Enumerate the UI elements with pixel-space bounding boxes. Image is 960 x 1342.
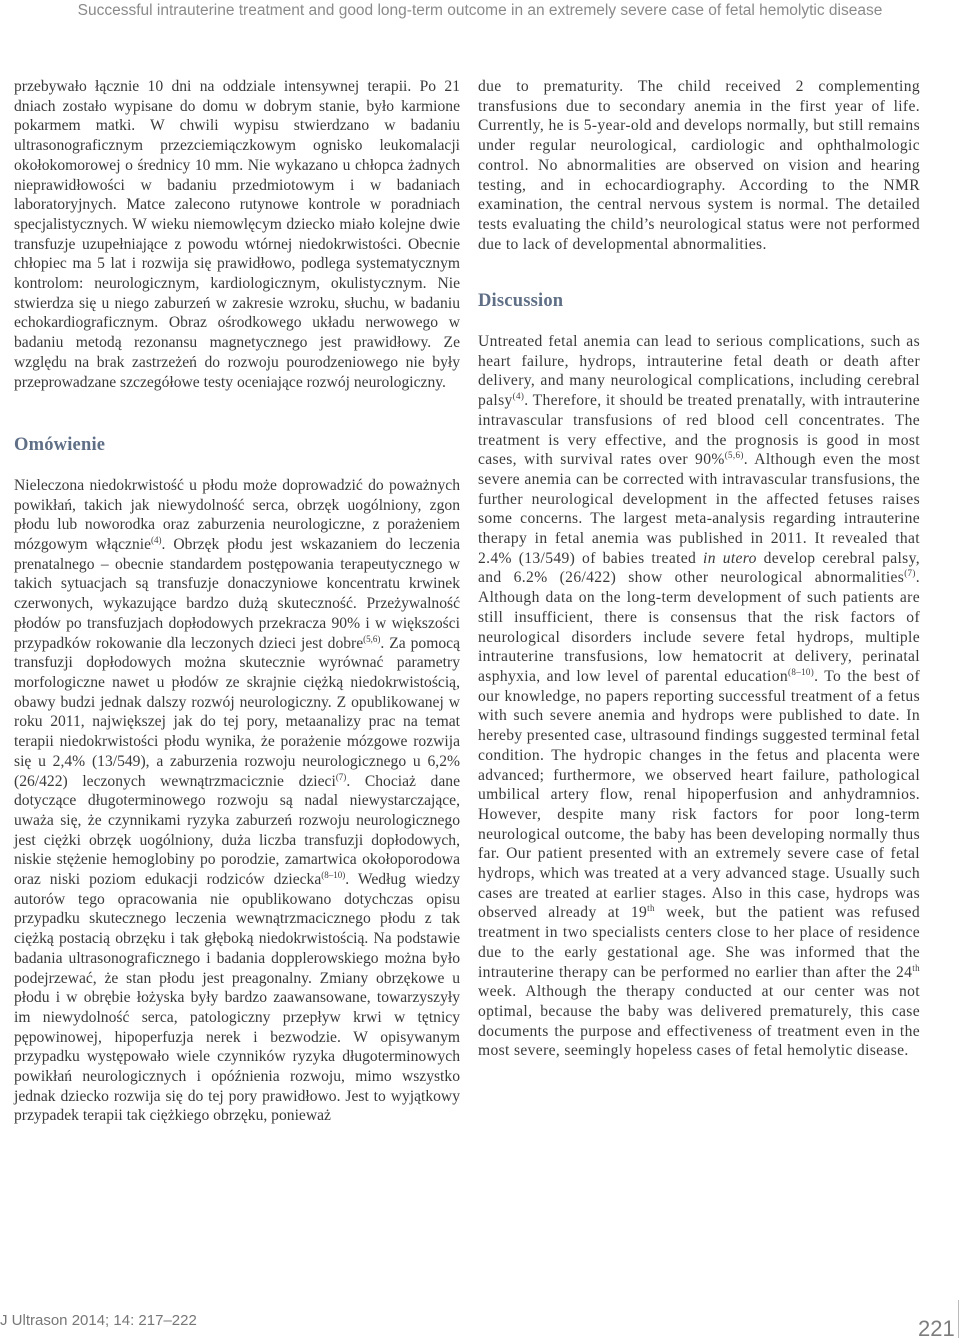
text-run: Untreated fetal anemia can lead to serious complications, such as heart failure, hydrops, intrauterine fetal death or death after delivery, and many neurological complications, including cerebral palsy bbox=[478, 333, 920, 410]
text-run: develop cerebral palsy, and 6.2% (26/422) show other neurological abnormalities bbox=[478, 549, 920, 587]
left-column-polish bbox=[14, 77, 460, 1126]
text-run: . Obrzęk płodu jest wskazaniem do leczenia prenatalnego – obecnie standardem postępowania terapeutycznego w takich sytuacjach są transfuzje donaczyniowe koncentratu krwinek czerwonych, wykazujące bardzo dużą skuteczność. Przeżywalność płodów po transfuzjach dopłodowych przekracza 90% i w większości przypadków rokowanie dla leczonych dzieci jest dobre bbox=[14, 536, 461, 652]
paragraph-discussion-pl bbox=[14, 476, 460, 1126]
paragraph-case-outcome-en: due to prematurity. The child received 2 complementing transfusions due to secondary anemia in the first year of life. Currently, he is 5-year-old and develops normally, but still remains under regular neurological, cardiologic and ophthalmologic control. No abnormalities are observed on vision and hearing testing, and in echocardiography. According to the NMR examination, the central nervous system is normal. The detailed tests evaluating the child’s neurological status were not performed due to lack of developmental abnormalities. bbox=[478, 78, 920, 253]
citation-ref: (8–10) bbox=[788, 666, 815, 677]
journal-citation: J Ultrason 2014; 14: 217–222 bbox=[0, 1312, 197, 1329]
text-run: . Therefore, it should be treated prenatally, with intrauterine intravascular transfusions of red blood cell concentrates. The treatment is very effective, and the prognosis is good in most cases, with survival rates over 90% bbox=[478, 392, 920, 469]
citation-ref: (7) bbox=[904, 568, 916, 579]
text-run: . Although data on the long-term development of such patients are still insufficient, there is consensus that the risk factors of neurological disorders include severe fetal hydrops, multiple intrauterine transfusions, low hematocrit at delivery, perinatal asphyxia, and low level of parental education bbox=[478, 569, 920, 685]
page-number: 221 bbox=[918, 1316, 955, 1341]
citation-ref: (5,6) bbox=[363, 633, 381, 644]
text-run: . Za pomocą transfuzji dopłodowych można skutecznie wyrównać parametry morfologiczne nawet u płodów ze skrajnie ciężką niedokrwistością, obawy budzi jednak dalszy rozwój neurologiczny. Z opublikowanej w roku 2011, największej jak do tej pory, metaanalizy prac na temat terapii niedokrwistości płodu wynika, że porażenie mózgowe rozwija się u 2,4% (13/549), a zaburzenia rozwoju neurologicznego u 6,2% (26/422) leczonych wewnątrzmacicznie dzieci bbox=[14, 634, 460, 790]
text-run: week. Although the therapy conducted at our center was not optimal, because the baby was delivered prematurely, this case documents the purpose and effectiveness of treatment even in the most severe, seemingly hopeless cases of fetal hemolytic disease. bbox=[478, 983, 920, 1060]
paragraph-discussion-en bbox=[478, 332, 920, 1061]
running-title: Successful intrauterine treatment and good long-term outcome in an extremely severe case of fetal hemolytic disease bbox=[77, 2, 883, 19]
citation-ref: (7) bbox=[335, 771, 347, 782]
citation-ref: (4) bbox=[151, 535, 162, 546]
citation-ref: (4) bbox=[512, 391, 525, 402]
citation-ref: (5,6) bbox=[724, 450, 744, 461]
ordinal-suffix: th bbox=[647, 903, 655, 914]
text-run: Nieleczona niedokrwistość u płodu może doprowadzić do poważnych powikłań, takich jak niewydolność serca, obrzęk uogólniony, zgon płodu lub noworodka oraz zaburzenia neurologiczne, z porażeniem mózgowym włącznie bbox=[14, 476, 460, 554]
italic-term: in utero bbox=[703, 549, 757, 567]
text-run: . Chociaż dane dotyczące długoterminowego rozwoju są nadal niewystarczające, uważa się, że czynnikami ryzyka zaburzeń rozwoju neurologicznego jest ciężki obrzęk uogólniony, duża liczba transfuzji dopłodowych, niskie stężenie hemoglobiny po porodzie, zamartwica okołoporodowa oraz niski poziom edukacji rodziców dziecka bbox=[14, 772, 460, 889]
citation-ref: (8–10) bbox=[321, 870, 346, 881]
text-run: . Although even the most severe anemia can be corrected with intravascular transfusions, the further neurological development in the affected fetuses raises some concerns. The largest meta-analysis regarding intrauterine therapy in fetal anemia was published in 2011. It revealed that 2.4% (13/549) of babies treated bbox=[478, 451, 920, 567]
section-heading-omowienie: Omówienie bbox=[14, 435, 106, 456]
text-run: . To the best of our knowledge, no papers reporting successful treatment of a fetus with such severe anemia and hydrops were published to date. In hereby presented case, ultrasound findings suggested terminal fetal condition. The hydropic changes in the fetus and placenta were advanced; furthermore, we observed heart failure, pathological umbilical artery flow, renal hipoperfusion and anhydramnios. However, despite many risk factors for poor long-term neurological outcome, the baby has been developing normally thus far. Our patient presented with an extremely severe case of fetal hydrops, which was treated at a very advanced stage. Usually such cases are treated at earlier stages. Also in this case, hydrops was observed already at 19 bbox=[478, 667, 920, 922]
right-column-english bbox=[478, 77, 920, 1061]
text-run: week, but the patient was refused treatment in two specialists centers close to her place of residence due to the early gestational age. She was informed that the intrauterine therapy can be performed no earlier than after the 24 bbox=[478, 904, 920, 981]
ordinal-suffix: th bbox=[912, 962, 920, 973]
text-run: . Według wiedzy autorów tego opracowania nie opublikowano dotychczas opisu przypadku skutecznego leczenia wewnątrzmacicznego płodu z tak ciężką postacią obrzęku i tak głęboką niedokrwistością. Na podstawie badania ultrasonograficznego i badania dopplerowskiego można było podejrzewać, że stan płodu jest preagonalny. Zmiany obrzękowe u płodu i w obrębie łożyska były bardzo zaawansowane, towarzyszyły im niewydolność serca, patologiczny przepływ krwi w tętnicy pępowinowej, hipoperfuzja nerek i bezwodzie. W opisywanym przypadku występowało wiele czynników ryzyka długoterminowych powikłań neurologicznych i opóźnienia rozwoju, mimo wszystko jednak dziecko rozwija się do tej pory prawidłowo. Jest to wyjątkowy przypadek terapii tak ciężkiego obrzęku, ponieważ bbox=[14, 871, 460, 1125]
page-number-divider bbox=[958, 1300, 959, 1338]
paragraph-case-outcome-pl: przebywało łącznie 10 dni na oddziale intensywnej terapii. Po 21 dniach zostało wypisane do domu w dobrym stanie, było karmione pokarmem matki. W chwili wypisu stwierdzano w badaniu ultrasonograficznym przezciemiączkowym ognisko leukomalacji okołokomorowej o średnicy 10 mm. Nie wykazano u chłopca żadnych nieprawidłowości w badaniu przedmiotowym i w badaniach laboratoryjnych. Matce zalecono rutynowe kontrole w poradniach specjalistycznych. W wieku niemowlęcym dziecko miało kolejne dwie transfuzje uzupełniające z powodu wtórnej niedokrwistości. Obecnie chłopiec ma 5 lat i rozwija się prawidłowo, podlega systematycznym kontrolom: neurologicznym, kardiologicznym, okulistycznym. Nie stwierdza się u niego zaburzeń w zakresie wzroku, słuchu, w badaniu echokardiograficznym. Obraz ośrodkowego układu nerwowego w badaniu metodą rezonansu magnetycznego jest prawidłowy. Ze względu na brak zastrzeżeń do rozwoju pourodzeniowego nie były przeprowadzane szczegółowe testy oceniające rozwój neurologiczny. bbox=[14, 78, 460, 391]
section-heading-discussion: Discussion bbox=[478, 291, 564, 312]
